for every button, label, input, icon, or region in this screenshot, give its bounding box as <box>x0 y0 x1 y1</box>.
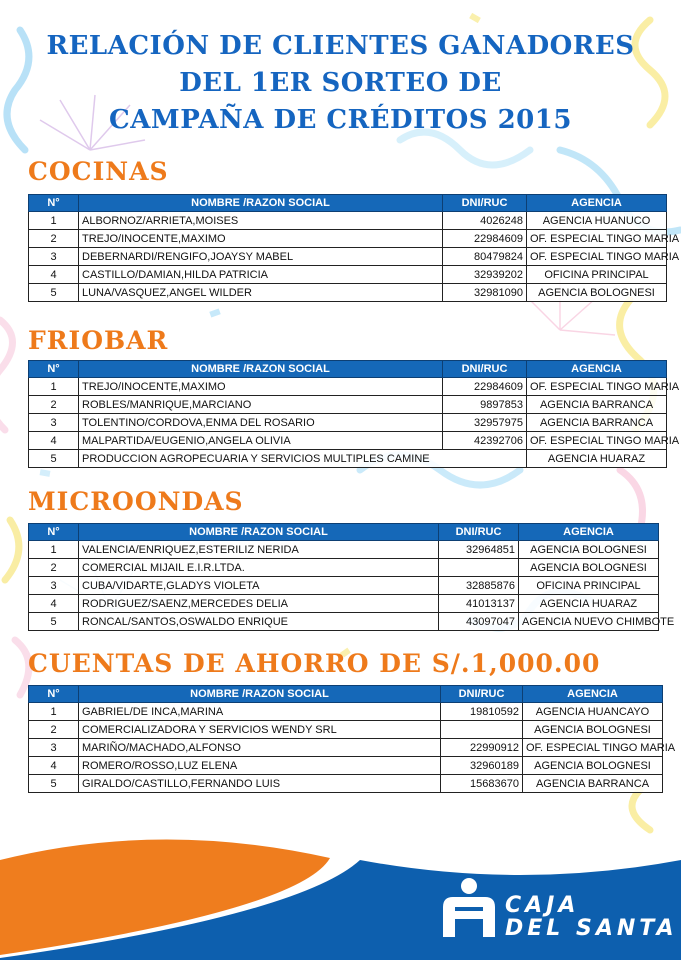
row-name: TREJO/INOCENTE,MAXIMO <box>79 230 443 248</box>
row-agency: OF. ESPECIAL TINGO MARIA <box>527 248 667 266</box>
col-header-dni: DNI/RUC <box>443 195 527 212</box>
table-row <box>29 414 667 432</box>
title-line-1: RELACIÓN DE CLIENTES GANADORES <box>46 31 635 61</box>
row-agency: OF. ESPECIAL TINGO MARIA <box>527 230 667 248</box>
row-num: 1 <box>29 378 79 396</box>
col-header-dni: DNI/RUC <box>443 361 527 378</box>
row-num: 4 <box>29 595 79 613</box>
col-header-num: N° <box>29 686 79 703</box>
row-num: 1 <box>29 703 79 721</box>
row-num: 3 <box>29 739 79 757</box>
winners-table-friobar <box>28 360 680 468</box>
row-num: 4 <box>29 757 79 775</box>
col-header-dni: DNI/RUC <box>439 524 519 541</box>
table-row <box>29 613 659 631</box>
col-header-num: N° <box>29 361 79 378</box>
col-header-name: NOMBRE /RAZON SOCIAL <box>79 195 443 212</box>
row-name: CASTILLO/DAMIAN,HILDA PATRICIA <box>79 266 443 284</box>
table-row <box>29 284 667 302</box>
row-dni <box>439 559 519 577</box>
col-header-num: N° <box>29 195 79 212</box>
table-row <box>29 266 667 284</box>
row-agency: AGENCIA HUARAZ <box>527 450 667 468</box>
row-num: 1 <box>29 541 79 559</box>
table-header <box>29 686 663 703</box>
logo-text-del-santa: DEL SANTA <box>505 916 678 941</box>
row-num: 5 <box>29 613 79 631</box>
section-title-cocinas: COCINAS <box>28 157 169 186</box>
row-name: COMERCIAL MIJAIL E.I.R.LTDA. <box>79 559 439 577</box>
row-dni: 19810592 <box>441 703 523 721</box>
winners-table-microondas <box>28 523 675 631</box>
row-dni: 32957975 <box>443 414 527 432</box>
row-name: MALPARTIDA/EUGENIO,ANGELA OLIVIA <box>79 432 443 450</box>
row-agency: AGENCIA HUARAZ <box>519 595 659 613</box>
row-agency: AGENCIA BOLOGNESI <box>519 541 659 559</box>
row-dni: 22984609 <box>443 378 527 396</box>
row-num: 3 <box>29 414 79 432</box>
row-name: ROMERO/ROSSO,LUZ ELENA <box>79 757 441 775</box>
row-dni: 15683670 <box>441 775 523 793</box>
row-agency: AGENCIA HUANCAYO <box>523 703 663 721</box>
row-num: 5 <box>29 775 79 793</box>
row-num: 1 <box>29 212 79 230</box>
table-header <box>29 361 667 378</box>
row-name: GIRALDO/CASTILLO,FERNANDO LUIS <box>79 775 441 793</box>
row-name: CUBA/VIDARTE,GLADYS VIOLETA <box>79 577 439 595</box>
row-dni: 32981090 <box>443 284 527 302</box>
section-title-friobar: FRIOBAR <box>28 326 169 355</box>
row-num: 2 <box>29 721 79 739</box>
row-agency: AGENCIA BOLOGNESI <box>523 721 663 739</box>
row-agency: AGENCIA HUANUCO <box>527 212 667 230</box>
logo-text-caja: CAJA <box>505 893 580 918</box>
winners-table-cocinas <box>28 194 680 302</box>
row-agency: OFICINA PRINCIPAL <box>519 577 659 595</box>
table-row <box>29 432 667 450</box>
row-num: 5 <box>29 450 79 468</box>
row-dni: 32960189 <box>441 757 523 775</box>
row-name: DEBERNARDI/RENGIFO,JOAYSY MABEL <box>79 248 443 266</box>
row-num: 3 <box>29 248 79 266</box>
page-title <box>0 28 681 139</box>
caja-del-santa-logo-icon <box>440 877 498 939</box>
row-name: MARIÑO/MACHADO,ALFONSO <box>79 739 441 757</box>
row-agency: AGENCIA NUEVO CHIMBOTE <box>519 613 659 631</box>
row-dni: 32964851 <box>439 541 519 559</box>
row-name: ALBORNOZ/ARRIETA,MOISES <box>79 212 443 230</box>
row-dni: 80479824 <box>443 248 527 266</box>
row-name: VALENCIA/ENRIQUEZ,ESTERILIZ NERIDA <box>79 541 439 559</box>
row-name: TREJO/INOCENTE,MAXIMO <box>79 378 443 396</box>
col-header-agency: AGENCIA <box>527 361 667 378</box>
row-dni: 41013137 <box>439 595 519 613</box>
col-header-agency: AGENCIA <box>519 524 659 541</box>
table-header <box>29 524 659 541</box>
section-title-cuentas-ahorro: CUENTAS DE AHORRO DE S/.1,000.00 <box>28 649 601 678</box>
row-agency: AGENCIA BARRANCA <box>523 775 663 793</box>
col-header-name: NOMBRE /RAZON SOCIAL <box>79 361 443 378</box>
table-row <box>29 739 663 757</box>
table-row <box>29 230 667 248</box>
table-row <box>29 541 659 559</box>
row-name: LUNA/VASQUEZ,ANGEL WILDER <box>79 284 443 302</box>
table-row <box>29 757 663 775</box>
row-agency: AGENCIA BARRANCA <box>527 396 667 414</box>
row-dni: 32939202 <box>443 266 527 284</box>
row-dni: 4026248 <box>443 212 527 230</box>
row-name: COMERCIALIZADORA Y SERVICIOS WENDY SRL <box>79 721 441 739</box>
row-agency: OF. ESPECIAL TINGO MARIA <box>523 739 663 757</box>
row-agency: AGENCIA BOLOGNESI <box>527 284 667 302</box>
title-line-3: CAMPAÑA DE CRÉDITOS 2015 <box>109 105 572 135</box>
col-header-num: N° <box>29 524 79 541</box>
table-row <box>29 577 659 595</box>
row-dni: 22990912 <box>441 739 523 757</box>
row-dni: 22984609 <box>443 230 527 248</box>
row-num: 2 <box>29 559 79 577</box>
table-header <box>29 195 667 212</box>
winners-table-cuentas-ahorro <box>28 685 676 793</box>
row-num: 3 <box>29 577 79 595</box>
row-name: TOLENTINO/CORDOVA,ENMA DEL ROSARIO <box>79 414 443 432</box>
table-row <box>29 248 667 266</box>
row-dni <box>441 721 523 739</box>
table-row <box>29 559 659 577</box>
table-row <box>29 595 659 613</box>
section-title-microondas: MICROONDAS <box>28 487 244 516</box>
col-header-agency: AGENCIA <box>527 195 667 212</box>
table-row <box>29 703 663 721</box>
table-row <box>29 775 663 793</box>
row-num: 2 <box>29 230 79 248</box>
table-row <box>29 378 667 396</box>
row-name: RONCAL/SANTOS,OSWALDO ENRIQUE <box>79 613 439 631</box>
row-agency: OF. ESPECIAL TINGO MARIA <box>527 378 667 396</box>
row-dni: 9897853 <box>443 396 527 414</box>
row-name: GABRIEL/DE INCA,MARINA <box>79 703 441 721</box>
row-name: PRODUCCION AGROPECUARIA Y SERVICIOS MULTIPLES CAMINE <box>79 450 527 468</box>
table-row <box>29 212 667 230</box>
table-row <box>29 396 667 414</box>
row-agency: OFICINA PRINCIPAL <box>527 266 667 284</box>
title-line-2: DEL 1ER SORTEO DE <box>179 68 502 98</box>
col-header-dni: DNI/RUC <box>441 686 523 703</box>
row-agency: AGENCIA BOLOGNESI <box>523 757 663 775</box>
row-dni: 32885876 <box>439 577 519 595</box>
row-dni: 43097047 <box>439 613 519 631</box>
col-header-agency: AGENCIA <box>523 686 663 703</box>
row-name: ROBLES/MANRIQUE,MARCIANO <box>79 396 443 414</box>
row-dni: 42392706 <box>443 432 527 450</box>
row-num: 4 <box>29 266 79 284</box>
row-num: 2 <box>29 396 79 414</box>
col-header-name: NOMBRE /RAZON SOCIAL <box>79 686 441 703</box>
row-agency: OF. ESPECIAL TINGO MARIA <box>527 432 667 450</box>
row-num: 5 <box>29 284 79 302</box>
row-agency: AGENCIA BARRANCA <box>527 414 667 432</box>
table-row <box>29 450 667 468</box>
row-name: RODRIGUEZ/SAENZ,MERCEDES DELIA <box>79 595 439 613</box>
row-agency: AGENCIA BOLOGNESI <box>519 559 659 577</box>
col-header-name: NOMBRE /RAZON SOCIAL <box>79 524 439 541</box>
row-num: 4 <box>29 432 79 450</box>
table-row <box>29 721 663 739</box>
